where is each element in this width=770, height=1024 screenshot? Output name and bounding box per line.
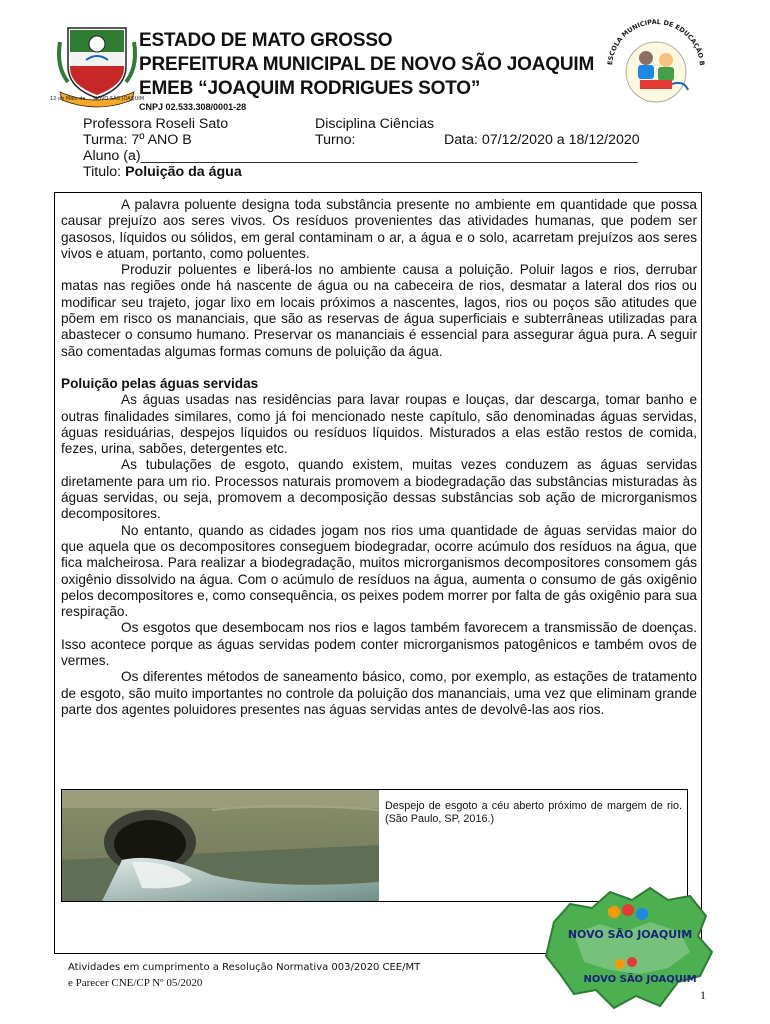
class-label: Turma: 7º ANO B bbox=[83, 132, 192, 148]
paragraph-2: Produzir poluentes e liberá-los no ambiente causa a poluição. Poluir lagos e rios, derrubar matas nas regiões onde há nascente de água ou na cabeceira de rios, desmatar a lateral dos rios ou modificar seu trajeto, jogar lixo em locais próximos a nascentes, lagos, rios ou poços são atitudes que põem em risco os mananciais, que são as reservas de água superficiais e subterrâneas utilizadas para abastecer o consumo humano. Preservar os mananciais é essencial para assegurar água pura. A seguir são comentadas algumas formas comuns de poluição da água. bbox=[61, 262, 697, 359]
page-number: 1 bbox=[700, 988, 706, 1002]
title-line bbox=[83, 164, 242, 180]
municipality-map-logo-icon bbox=[540, 882, 718, 1014]
paragraph-1: A palavra poluente designa toda substância presente no ambiente em quantidade que possa causar prejuízo aos seres vivos. Os resíduos provenientes das atividades humanas, que podem ser gasosos, líquidos ou sólidos, em geral contaminam o ar, a água e o solo, acarretam prejuízos aos seres vivos e atuam, portanto, como poluentes. bbox=[61, 197, 697, 261]
shift-label: Turno: bbox=[315, 132, 356, 148]
paragraph-5: No entanto, quando as cidades jogam nos rios uma quantidade de águas servidas maior do que aquela que os decompositores conseguem biodegradar, ocorre acúmulo dos resíduos na água, que fica malcheirosa. Para realizar a biodegradação, muitos microrganismos decompositores consomem gás oxigênio dissolvido na água. Com o acúmulo de resíduos na água, aumenta o consumo de gás oxigênio pelos decompositores e, como consequência, os peixes podem morrer por falta de gás oxigênio para sua respiração. bbox=[61, 522, 697, 620]
school-emblem-icon bbox=[594, 12, 718, 124]
coat-ribbon-text: 12 de Maio de ... NOVO SÃO JOAQUIM bbox=[49, 96, 145, 102]
figure-caption: Despejo de esgoto a céu aberto próximo de margem de rio. (São Paulo, SP, 2016.) bbox=[385, 800, 682, 825]
title-value: Poluição da água bbox=[125, 164, 242, 180]
header-cnpj: CNPJ 02.533.308/0001-28 bbox=[139, 102, 247, 112]
subject-label: Disciplina Ciências bbox=[315, 116, 435, 132]
teacher-label: Professora Roseli Sato bbox=[83, 116, 229, 132]
header-school: EMEB “JOAQUIM RODRIGUES SOTO” bbox=[139, 78, 481, 99]
paragraph-7: Os diferentes métodos de saneamento básico, como, por exemplo, as estações de tratamento de esgoto, são muito importantes no controle da poluição dos mananciais, uma vez que eliminam grande parte dos agentes poluidores presentes nas águas servidas antes de devolvê-las aos rios. bbox=[61, 669, 697, 717]
map-label-bottom: NOVO SÃO JOAQUIM bbox=[583, 974, 697, 985]
map-label-top: NOVO SÃO JOAQUIM bbox=[567, 928, 693, 941]
emblem-ring-text: ESCOLA MUNICIPAL DE EDUCAÇÃO B bbox=[606, 17, 706, 67]
header-prefecture: PREFEITURA MUNICIPAL DE NOVO SÃO JOAQUIM bbox=[139, 54, 595, 75]
paragraph-6: Os esgotos que desembocam nos rios e lagos também favorecem a transmissão de doenças. Isso acontece porque as águas servidas podem conter microrganismos patogênicos e também ovos de vermes. bbox=[61, 620, 697, 669]
paragraph-3: As águas usadas nas residências para lavar roupas e louças, dar descarga, tomar banho e outras finalidades similares, como já foi mencionado neste capítulo, são denominadas águas servidas, águas residuárias, despejos líquidos ou resíduos líquidos. Misturados a elas estão restos de comida, fezes, urina, sabões, detergentes etc. bbox=[61, 392, 697, 457]
sewage-outlet-photo-icon bbox=[62, 790, 379, 901]
student-field[interactable]: Aluno (a)_______________________________________________________________ bbox=[83, 148, 638, 164]
footer-resolution: Atividades em cumprimento a Resolução Normativa 003/2020 CEE/MT bbox=[68, 962, 421, 973]
date-label: Data: 07/12/2020 a 18/12/2020 bbox=[444, 132, 640, 148]
section-title: Poluição pelas águas servidas bbox=[61, 375, 259, 391]
body-text bbox=[61, 197, 697, 718]
footer-parecer: e Parecer CNE/CP Nº 05/2020 bbox=[68, 977, 203, 989]
title-label: Titulo: bbox=[83, 164, 126, 180]
paragraph-4: As tubulações de esgoto, quando existem, muitas vezes conduzem as águas servidas diretamente para um rio. Processos naturais promovem a biodegradação das substâncias misturadas às águas servidas, ou seja, promovem a decomposição dessas substâncias sob ação de microrganismos decompositores. bbox=[61, 457, 697, 522]
header-state: ESTADO DE MATO GROSSO bbox=[139, 30, 393, 51]
spacer bbox=[61, 360, 697, 376]
municipal-coat-of-arms-icon bbox=[49, 22, 145, 106]
